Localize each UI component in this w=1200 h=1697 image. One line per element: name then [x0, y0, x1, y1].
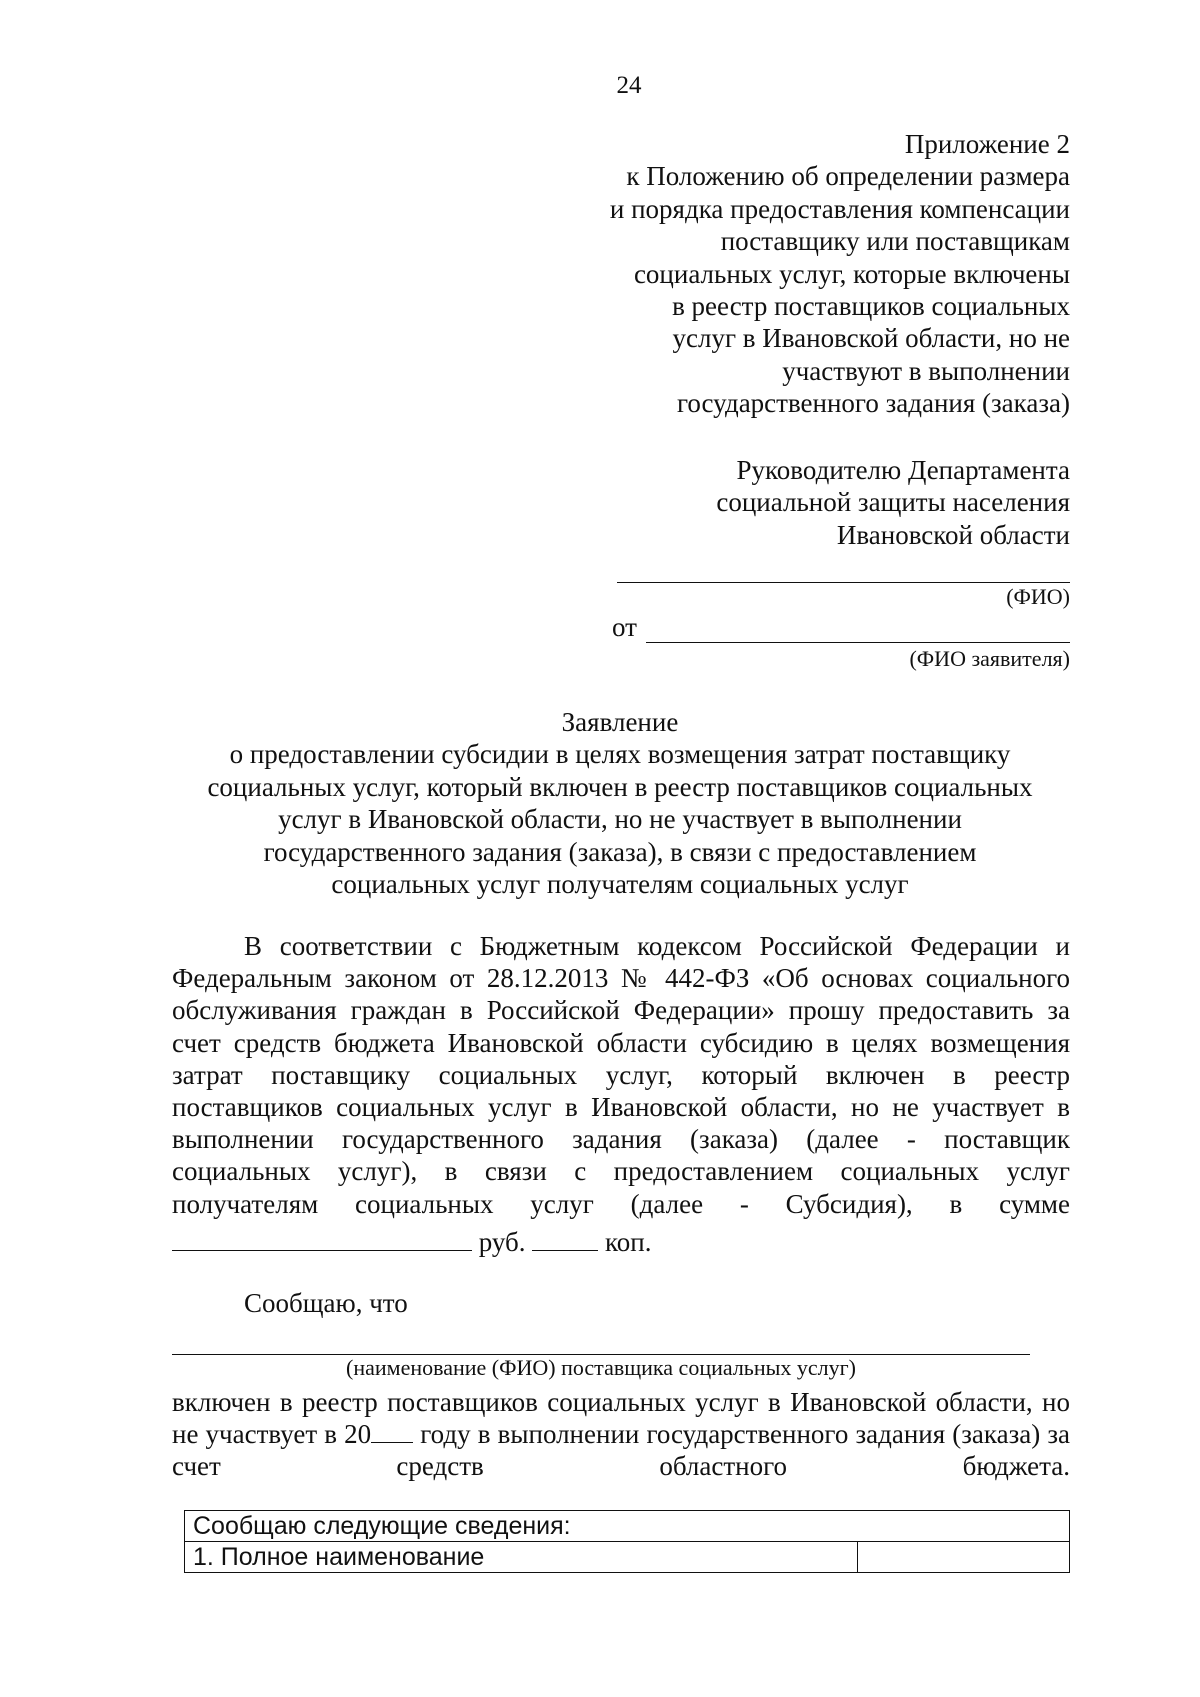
- title-line: о предоставлении субсидии в целях возмещения затрат поставщику: [229, 739, 1011, 770]
- request-paragraph: [172, 930, 1070, 1220]
- appendix-heading: [560, 128, 1070, 420]
- title-line: социальных услуг, который включен в реестр поставщиков социальных: [207, 771, 1033, 802]
- appendix-line: и порядка предоставления компенсации: [609, 193, 1070, 224]
- from-label: от: [612, 612, 637, 642]
- addressee-line: социальной защиты населения: [716, 487, 1070, 518]
- applicant-fio-blank-line: [646, 642, 1070, 643]
- report-text-end: году в выполнении государственного задания (заказа) за счет средств областного бюджета.: [172, 1419, 1070, 1482]
- year-blank: [371, 1420, 413, 1443]
- head-fio-blank-line: [617, 582, 1070, 583]
- appendix-line: в реестр поставщиков социальных: [672, 291, 1070, 322]
- rubles-label: руб.: [478, 1227, 526, 1257]
- table-value-cell[interactable]: [858, 1542, 1070, 1573]
- report-text-start: включен в реестр поставщиков социальных услуг в Ивановской области, но не участвует в 20: [172, 1387, 1070, 1450]
- report-paragraph: [172, 1386, 1070, 1483]
- appendix-line: Приложение 2: [904, 129, 1070, 159]
- amount-line: [172, 1226, 651, 1258]
- appendix-line: социальных услуг, которые включены: [633, 258, 1070, 289]
- application-title: [150, 706, 1090, 900]
- addressee-line: Руководителю Департамента: [736, 455, 1070, 485]
- table-label-cell: 1. Полное наименование: [185, 1542, 858, 1573]
- appendix-line: государственного задания (заказа): [676, 388, 1070, 419]
- appendix-line: участвуют в выполнении: [782, 355, 1070, 386]
- request-paragraph-text: В соответствии с Бюджетным кодексом Российской Федерации и Федеральным законом от 28.12.2013 № 442-ФЗ «Об основах социального обслуживания граждан в Российской Федерации» прошу предоставить за счет средств бюджета Ивановской области субсидию в целях возмещения затрат поставщику социальных услуг, который включен в реестр поставщиков социальных услуг в Ивановской области, но не участвует в выполнении государственного задания (заказа) (далее - поставщик социальных услуг), в связи с предоставлением социальных услуг получателям социальных услуг (далее - Субсидия), в сумме: [172, 931, 1070, 1219]
- kopecks-label: коп.: [605, 1227, 652, 1257]
- rubles-blank: [172, 1228, 472, 1251]
- appendix-line: услуг в Ивановской области, но не: [672, 323, 1070, 354]
- table-header-cell: Сообщаю следующие сведения:: [185, 1511, 1070, 1542]
- appendix-line: к Положению об определении размера: [626, 161, 1070, 192]
- kopecks-blank: [532, 1228, 598, 1251]
- title-line: услуг в Ивановской области, но не участвует в выполнении: [278, 804, 962, 835]
- info-table: [184, 1510, 1070, 1573]
- addressee-block: [560, 454, 1070, 551]
- report-intro: Сообщаю, что: [244, 1288, 408, 1318]
- head-fio-caption: (ФИО): [1006, 584, 1070, 609]
- applicant-fio-caption: (ФИО заявителя): [909, 646, 1070, 671]
- addressee-line: Ивановской области: [836, 519, 1070, 550]
- title-line: государственного задания (заказа), в связи с предоставлением: [263, 836, 977, 867]
- provider-name-caption: (наименование (ФИО) поставщика социальных услуг): [346, 1355, 856, 1380]
- table-row: [185, 1542, 1070, 1573]
- title-line: социальных услуг получателям социальных услуг: [331, 869, 909, 900]
- table-header-row: [185, 1511, 1070, 1542]
- appendix-line: поставщику или поставщикам: [720, 226, 1070, 257]
- title-line: Заявление: [561, 707, 679, 737]
- page-number: 24: [616, 72, 642, 99]
